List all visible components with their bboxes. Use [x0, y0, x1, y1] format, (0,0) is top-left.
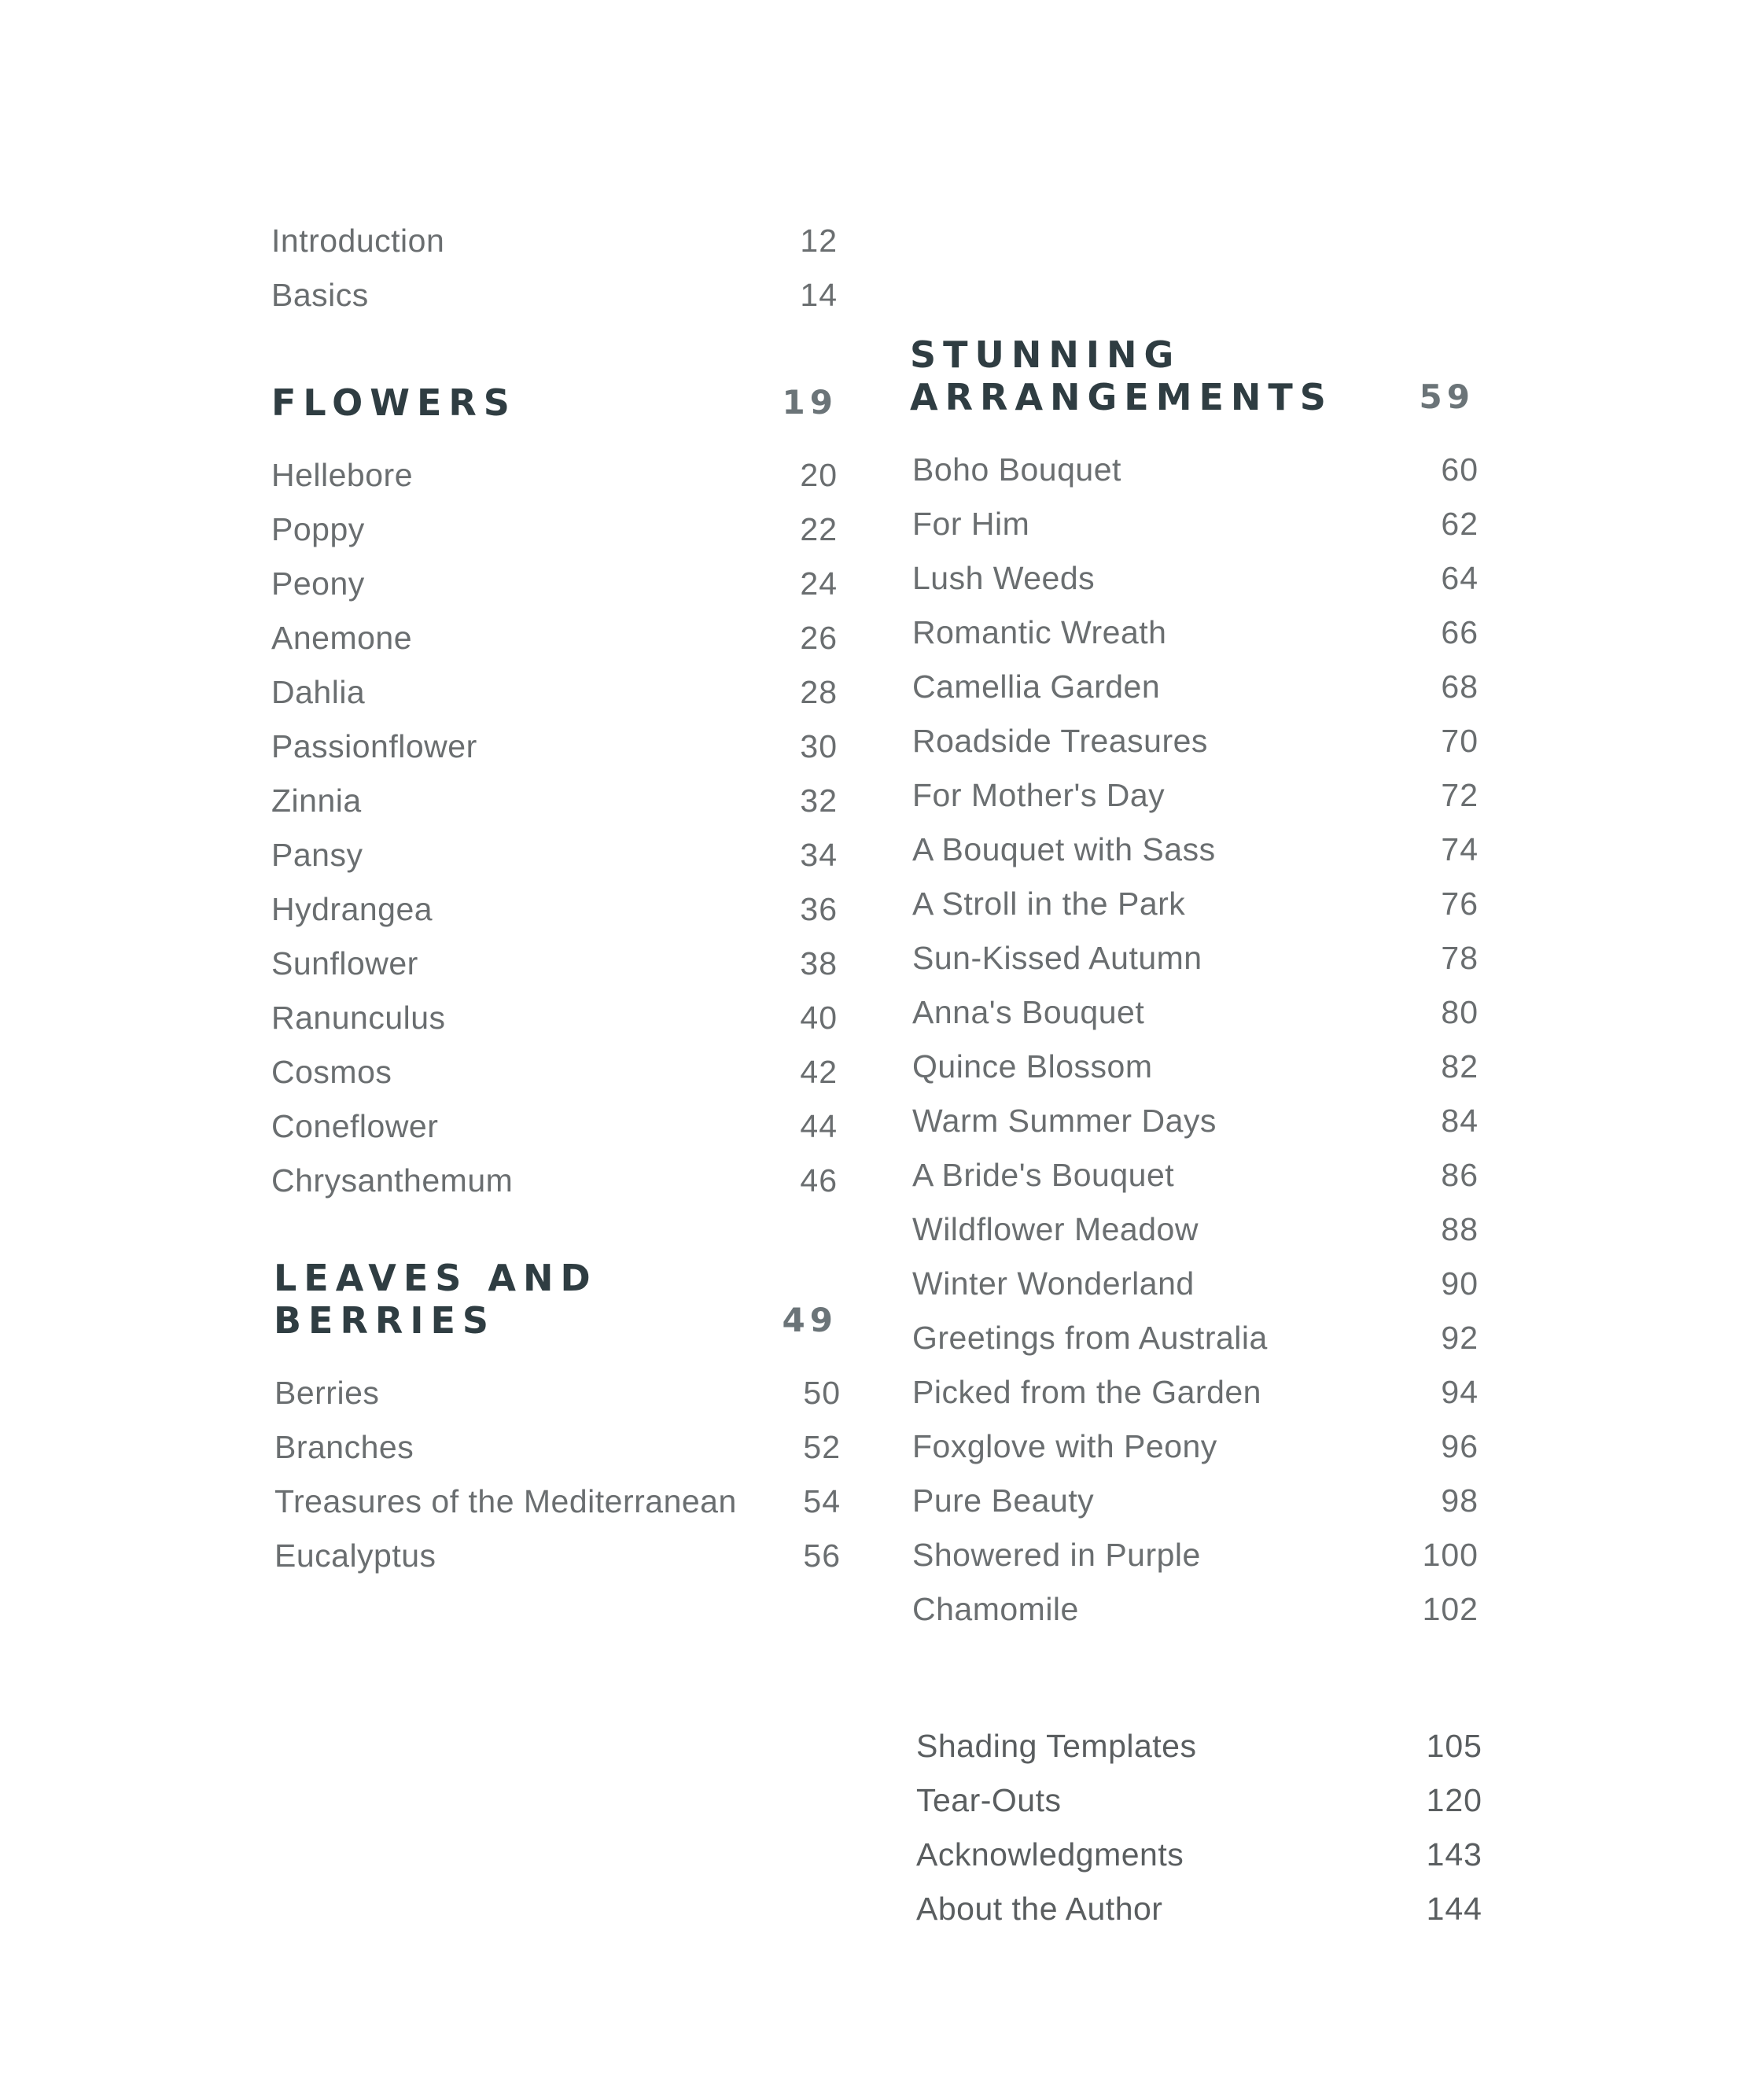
- toc-entry-page: 32: [800, 783, 838, 819]
- section-page-leaves: 49: [782, 1301, 838, 1339]
- toc-entry-page: 82: [1441, 1048, 1479, 1085]
- toc-entry: [271, 937, 838, 991]
- toc-entry: [916, 1882, 1482, 1936]
- toc-entry-title: Sunflower: [271, 945, 418, 981]
- toc-entry: [271, 991, 838, 1045]
- toc-entry: [912, 714, 1479, 768]
- toc-entry-title: Branches: [274, 1429, 414, 1465]
- toc-entry: [271, 214, 838, 268]
- toc-entry-page: 98: [1441, 1482, 1479, 1519]
- toc-entry-title: Romantic Wreath: [912, 614, 1167, 650]
- toc-entry-title: Quince Blossom: [912, 1048, 1153, 1085]
- toc-entry-title: Showered in Purple: [912, 1537, 1201, 1573]
- toc-entry-page: 54: [803, 1483, 841, 1519]
- toc-entry: [271, 1099, 838, 1154]
- toc-entry: [912, 1420, 1479, 1474]
- toc-entry-title: Coneflower: [271, 1108, 439, 1144]
- toc-entry: [271, 1154, 838, 1208]
- toc-entry-title: For Mother's Day: [912, 777, 1166, 813]
- toc-entry-title: Greetings from Australia: [912, 1320, 1268, 1356]
- toc-entry-title: Foxglove with Peony: [912, 1428, 1217, 1464]
- toc-entry-title: Peony: [271, 565, 365, 602]
- toc-entry: [271, 828, 838, 882]
- toc-entry-title: Dahlia: [271, 674, 366, 710]
- toc-entry-title: Cosmos: [271, 1054, 392, 1090]
- toc-entry: [912, 1474, 1479, 1528]
- toc-entry-page: 50: [803, 1375, 841, 1411]
- toc-entry: [912, 551, 1479, 606]
- toc-entry: [912, 1094, 1479, 1148]
- toc-entry-title: A Bouquet with Sass: [912, 831, 1216, 867]
- toc-entry: [912, 1582, 1479, 1637]
- toc-entry-page: 74: [1441, 831, 1479, 867]
- toc-entry-page: 102: [1422, 1591, 1479, 1627]
- toc-entry: [271, 503, 838, 557]
- toc-entry: [912, 1202, 1479, 1257]
- toc-entry-title: About the Author: [916, 1891, 1163, 1927]
- toc-entry-page: 92: [1441, 1320, 1479, 1356]
- toc-entry-page: 62: [1441, 506, 1479, 542]
- toc-entry-title: Eucalyptus: [274, 1537, 436, 1574]
- toc-entry-page: 36: [800, 891, 838, 927]
- toc-entry-title: Shading Templates: [916, 1728, 1197, 1764]
- toc-entry-title: Zinnia: [271, 783, 362, 819]
- toc-entry-title: Roadside Treasures: [912, 723, 1208, 759]
- toc-entry-title: Sun-Kissed Autumn: [912, 940, 1202, 976]
- toc-entry-page: 86: [1441, 1157, 1479, 1193]
- toc-entry-title: A Bride's Bouquet: [912, 1157, 1175, 1193]
- toc-entry-title: Warm Summer Days: [912, 1103, 1217, 1139]
- toc-entry-page: 30: [800, 728, 838, 764]
- toc-entry: [271, 720, 838, 774]
- section-heading-flowers: FLOWERS: [271, 381, 517, 424]
- toc-entry-page: 90: [1441, 1265, 1479, 1302]
- toc-entry-page: 40: [800, 1000, 838, 1036]
- section-heading-arrangements-line1: STUNNING: [910, 333, 1181, 376]
- toc-entry-page: 44: [800, 1108, 838, 1144]
- toc-entry-title: Anemone: [271, 620, 413, 656]
- toc-entry: [912, 1040, 1479, 1094]
- toc-entry: [912, 768, 1479, 823]
- section-heading-leaves-line2: BERRIES: [274, 1299, 495, 1342]
- toc-entry-page: 100: [1422, 1537, 1479, 1573]
- toc-entry-page: 144: [1426, 1891, 1482, 1927]
- toc-entry-title: Berries: [274, 1375, 380, 1411]
- toc-entry-title: Hellebore: [271, 457, 413, 493]
- toc-entry: [916, 1828, 1482, 1882]
- toc-entry: [912, 1365, 1479, 1420]
- toc-entry-page: 28: [800, 674, 838, 710]
- toc-entry-page: 26: [800, 620, 838, 656]
- toc-entry-title: A Stroll in the Park: [912, 886, 1186, 922]
- toc-entry-title: Boho Bouquet: [912, 451, 1121, 488]
- toc-entry: [274, 1475, 841, 1529]
- toc-entry-page: 84: [1441, 1103, 1479, 1139]
- toc-entry-title: Camellia Garden: [912, 668, 1161, 705]
- toc-entry: [912, 931, 1479, 985]
- toc-entry: [912, 1148, 1479, 1202]
- toc-entry: [912, 823, 1479, 877]
- toc-entry: [271, 611, 838, 665]
- toc-entry-title: Passionflower: [271, 728, 477, 764]
- toc-entry-page: 64: [1441, 560, 1479, 596]
- toc-entry-page: 72: [1441, 777, 1479, 813]
- toc-entry-title: For Him: [912, 506, 1030, 542]
- toc-entry-title: Pansy: [271, 837, 363, 873]
- section-page-flowers: 19: [782, 383, 838, 422]
- toc-entry-title: Ranunculus: [271, 1000, 446, 1036]
- toc-entry-page: 42: [800, 1054, 838, 1090]
- toc-entry: [916, 1773, 1482, 1828]
- toc-entry: [912, 1311, 1479, 1365]
- section-heading-arrangements-line2: ARRANGEMENTS: [910, 376, 1333, 418]
- toc-entry-page: 22: [800, 511, 838, 547]
- leaves-list: [274, 1366, 841, 1583]
- toc-entry: [912, 985, 1479, 1040]
- arrangements-list: [912, 443, 1479, 1637]
- toc-entry-page: 68: [1441, 668, 1479, 705]
- toc-entry-page: 143: [1426, 1836, 1482, 1873]
- toc-entry: [912, 497, 1479, 551]
- toc-entry-page: 14: [800, 277, 838, 313]
- toc-entry-title: Tear-Outs: [916, 1782, 1062, 1818]
- toc-entry-title: Chamomile: [912, 1591, 1079, 1627]
- toc-entry-page: 80: [1441, 994, 1479, 1030]
- toc-entry-page: 94: [1441, 1374, 1479, 1410]
- toc-entry-page: 60: [1441, 451, 1479, 488]
- toc-entry: [912, 443, 1479, 497]
- toc-entry-page: 20: [800, 457, 838, 493]
- toc-entry-title: Hydrangea: [271, 891, 433, 927]
- toc-entry-page: 52: [803, 1429, 841, 1465]
- front-matter-list: [271, 214, 838, 322]
- toc-entry-page: 38: [800, 945, 838, 981]
- toc-entry-page: 12: [800, 223, 838, 259]
- toc-entry: [274, 1529, 841, 1583]
- toc-entry: [274, 1420, 841, 1475]
- toc-entry-title: Lush Weeds: [912, 560, 1096, 596]
- back-matter-list: [916, 1719, 1482, 1936]
- toc-entry-title: Introduction: [271, 223, 445, 259]
- toc-entry: [271, 557, 838, 611]
- toc-entry: [916, 1719, 1482, 1773]
- toc-entry: [912, 1257, 1479, 1311]
- toc-entry-page: 34: [800, 837, 838, 873]
- toc-entry: [271, 268, 838, 322]
- toc-entry: [912, 1528, 1479, 1582]
- section-heading-leaves-line1: LEAVES AND: [274, 1257, 598, 1299]
- toc-entry-title: Picked from the Garden: [912, 1374, 1261, 1410]
- flowers-list: [271, 448, 838, 1208]
- toc-entry-page: 46: [800, 1162, 838, 1199]
- toc-entry-page: 66: [1441, 614, 1479, 650]
- toc-entry-title: Chrysanthemum: [271, 1162, 514, 1199]
- toc-entry-title: Anna's Bouquet: [912, 994, 1145, 1030]
- toc-entry-title: Wildflower Meadow: [912, 1211, 1199, 1247]
- toc-entry: [274, 1366, 841, 1420]
- toc-entry: [912, 877, 1479, 931]
- toc-entry-title: Poppy: [271, 511, 365, 547]
- toc-entry-page: 96: [1441, 1428, 1479, 1464]
- toc-entry-title: Acknowledgments: [916, 1836, 1184, 1873]
- toc-entry-page: 120: [1426, 1782, 1482, 1818]
- toc-entry-title: Pure Beauty: [912, 1482, 1095, 1519]
- toc-entry-page: 105: [1426, 1728, 1482, 1764]
- section-page-arrangements: 59: [1419, 377, 1475, 416]
- toc-entry: [271, 665, 838, 720]
- toc-entry: [912, 606, 1479, 660]
- toc-entry-page: 76: [1441, 886, 1479, 922]
- toc-entry-title: Treasures of the Mediterranean: [274, 1483, 737, 1519]
- toc-entry: [271, 1045, 838, 1099]
- toc-entry: [271, 774, 838, 828]
- toc-entry-title: Basics: [271, 277, 369, 313]
- toc-entry-title: Winter Wonderland: [912, 1265, 1195, 1302]
- toc-entry-page: 56: [803, 1537, 841, 1574]
- toc-entry: [271, 882, 838, 937]
- toc-entry: [912, 660, 1479, 714]
- toc-entry-page: 70: [1441, 723, 1479, 759]
- toc-entry-page: 88: [1441, 1211, 1479, 1247]
- toc-entry-page: 78: [1441, 940, 1479, 976]
- toc-entry-page: 24: [800, 565, 838, 602]
- toc-entry: [271, 448, 838, 503]
